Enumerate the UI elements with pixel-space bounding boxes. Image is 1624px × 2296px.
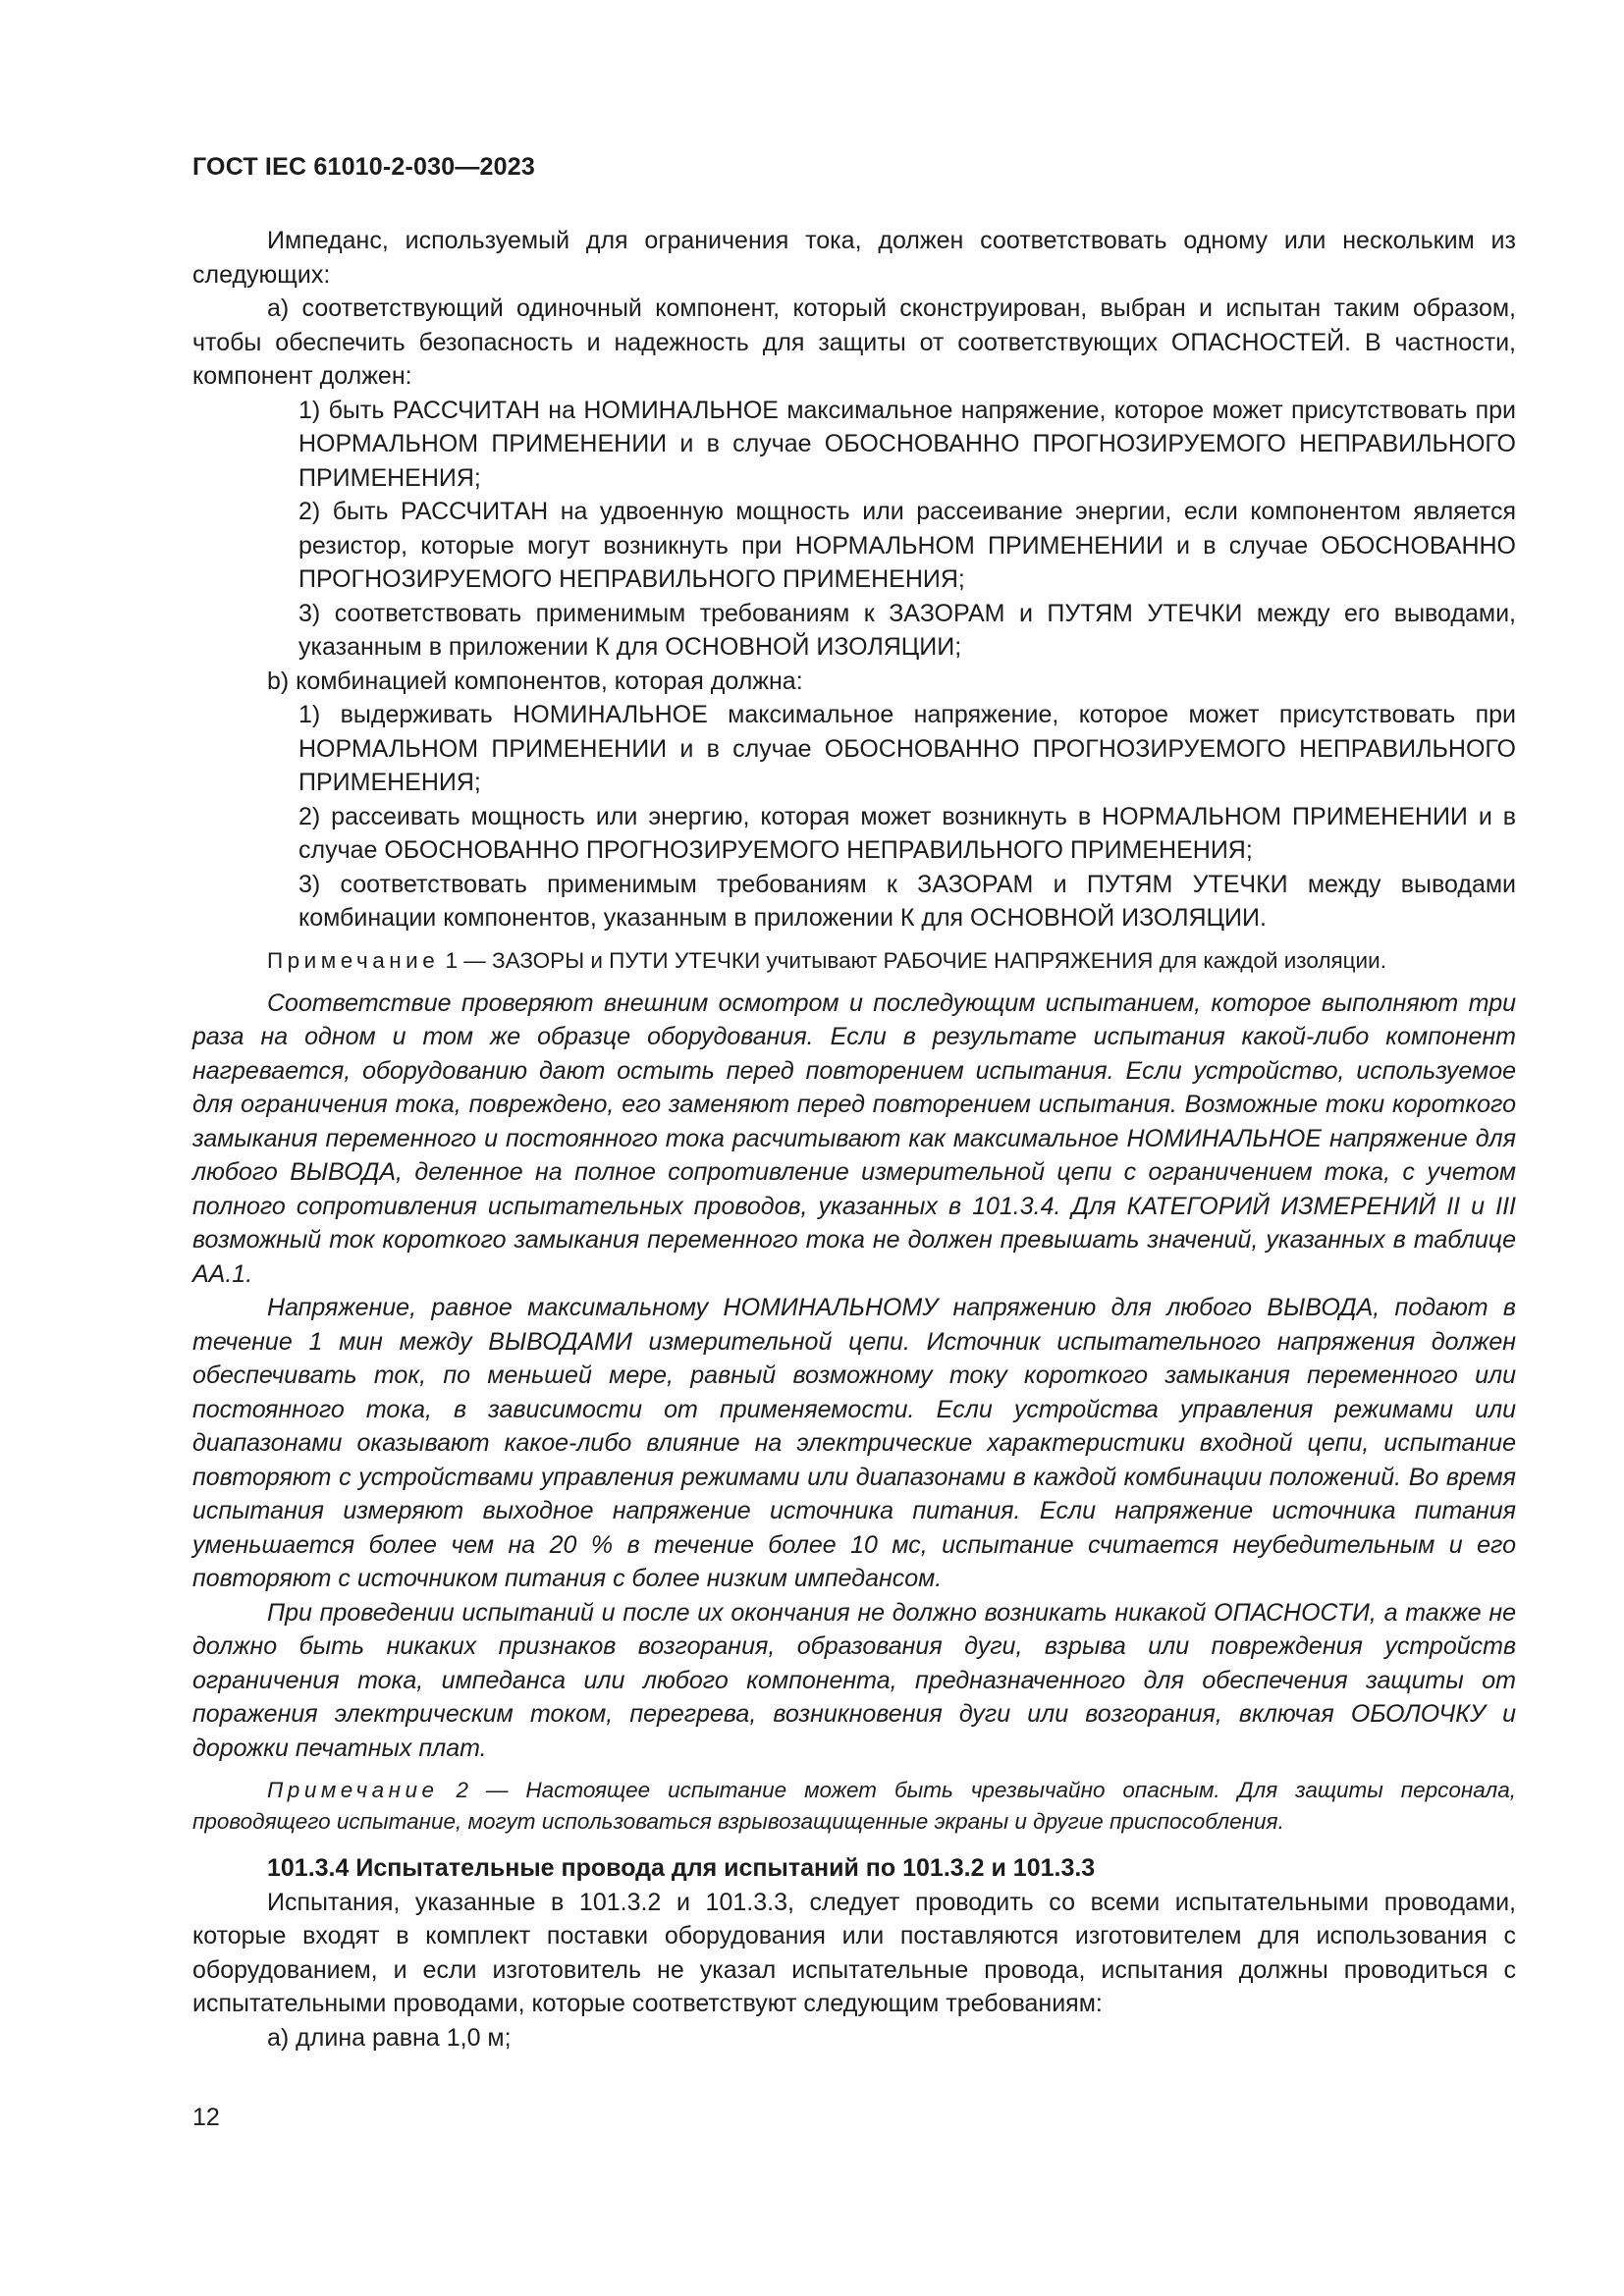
list-item-b2: 2) рассеивать мощность или энергию, которая может возникнуть в НОРМАЛЬНОМ ПРИМЕНЕНИИ и в случае ОБОСНОВАННО ПРОГНОЗИРУЕМОГО НЕПРАВИЛЬНОГО ПРИМЕНЕНИЯ; — [298, 802, 1516, 864]
list-item-b1: 1) выдерживать НОМИНАЛЬНОЕ максимальное напряжение, которое может присутствовать при НОРМАЛЬНОМ ПРИМЕНЕНИИ и в случае ОБОСНОВАННО ПРОГНОЗИРУЕМОГО НЕПРАВИЛЬНОГО ПРИМЕНЕНИЯ; — [298, 701, 1516, 796]
note-2 — [192, 1775, 1516, 1838]
note-2-text: 2 — Настоящее испытание может быть чрезвычайно опасным. Для защиты персонала, проводящего испытание, могут использоваться взрывозащищенные экраны и другие приспособления. — [192, 1778, 1516, 1834]
document-body — [192, 224, 1516, 2055]
section-heading: 101.3.4 Испытательные провода для испытаний по 101.3.2 и 101.3.3 — [267, 1854, 1096, 1882]
compliance-paragraph-1: Соответствие проверяют внешним осмотром и последующим испытанием, которое выполняют три раза на одном и том же образце оборудования. Если в результате испытания какой-либо компонент нагревается, оборудованию дают остыть перед повторением испытания. Если устройство, используемое для ограничения тока, повреждено, его заменяют перед повторением испытания. Возможные токи короткого замыкания переменного и постоянного тока расчитывают как максимальное НОМИНАЛЬНОЕ напряжение для любого ВЫВОДА, деленное на полное сопротивление измерительной цепи с ограничением тока, с учетом полного сопротивления испытательных проводов, указанных в 101.3.4. Для КАТЕГОРИЙ ИЗМЕРЕНИЙ II и III возможный ток короткого замыкания переменного тока не должен превышать значений, указанных в таблице АА.1. — [192, 988, 1516, 1288]
page-number: 12 — [192, 2104, 220, 2131]
note-1 — [192, 945, 1516, 977]
list-item-a1: 1) быть РАССЧИТАН на НОМИНАЛЬНОЕ максимальное напряжение, которое может присутствовать при НОРМАЛЬНОМ ПРИМЕНЕНИИ и в случае ОБОСНОВАННО ПРОГНОЗИРУЕМОГО НЕПРАВИЛЬНОГО ПРИМЕНЕНИЯ; — [298, 396, 1516, 492]
list-item-a: а) соответствующий одиночный компонент, который сконструирован, выбран и испытан таким образом, чтобы обеспечить безопасность и надежность для защиты от соответствующих ОПАСНОСТЕЙ. В частности, компонент должен: — [192, 294, 1516, 390]
list-item-a2: 2) быть РАССЧИТАН на удвоенную мощность или рассеивание энергии, если компонентом является резистор, которые могут возникнуть при НОРМАЛЬНОМ ПРИМЕНЕНИИ и в случае ОБОСНОВАННО ПРОГНОЗИРУЕМОГО НЕПРАВИЛЬНОГО ПРИМЕНЕНИЯ; — [298, 498, 1516, 593]
section-paragraph: Испытания, указанные в 101.3.2 и 101.3.3, следует проводить со всеми испытательными проводами, которые входят в комплект поставки оборудования или поставляются изготовителем для использования с оборудованием, и если изготовитель не указал испытательные провода, испытания должны проводиться с испытательными проводами, которые соответствуют следующим требованиям: — [192, 1888, 1516, 2017]
intro-paragraph: Импеданс, используемый для ограничения тока, должен соответствовать одному или нескольким из следующих: — [192, 227, 1516, 289]
list-item-b: b) комбинацией компонентов, которая должна: — [267, 667, 803, 695]
list-item-b3: 3) соответствовать применимым требованиям к ЗАЗОРАМ и ПУТЯМ УТЕЧКИ между выводами комбинации компонентов, указанным в приложении К для ОСНОВНОЙ ИЗОЛЯЦИИ. — [298, 870, 1516, 932]
note-1-label: Примечание — [267, 947, 440, 973]
document-header-code: ГОСТ IEC 61010-2-030—2023 — [192, 153, 535, 181]
note-2-label: Примечание — [267, 1778, 439, 1802]
section-list-item-a: а) длина равна 1,0 м; — [267, 2023, 512, 2052]
list-item-a3: 3) соответствовать применимым требованиям к ЗАЗОРАМ и ПУТЯМ УТЕЧКИ между его выводами, указанным в приложении К для ОСНОВНОЙ ИЗОЛЯЦИИ; — [298, 599, 1516, 661]
note-1-text: 1 — ЗАЗОРЫ и ПУТИ УТЕЧКИ учитывают РАБОЧИЕ НАПРЯЖЕНИЯ для каждой изоляции. — [439, 947, 1386, 973]
compliance-paragraph-3: При проведении испытаний и после их окончания не должно возникать никакой ОПАСНОСТИ, а также не должно быть никаких признаков возгорания, образования дуги, взрыва или повреждения устройств ограничения тока, импеданса или любого компонента, предназначенного для обеспечения защиты от поражения электрическим током, перегрева, возникновения дуги или возгорания, включая ОБОЛОЧКУ и дорожки печатных плат. — [192, 1598, 1516, 1762]
compliance-paragraph-2: Напряжение, равное максимальному НОМИНАЛЬНОМУ напряжению для любого ВЫВОДА, подают в течение 1 мин между ВЫВОДАМИ измерительной цепи. Источник испытательного напряжения должен обеспечивать ток, по меньшей мере, равный возможному току короткого замыкания переменного или постоянного тока, в зависимости от применяемости. Если устройства управления режимами или диапазонами оказывают какое-либо влияние на электрические характеристики входной цепи, испытание повторяют с устройствами управления режимами или диапазонами в каждой комбинации положений. Во время испытания измеряют выходное напряжение источника питания. Если напряжение источника питания уменьшается более чем на 20 % в течение более 10 мс, испытание считается неубедительным и его повторяют с источником питания с более низким импедансом. — [192, 1294, 1516, 1592]
